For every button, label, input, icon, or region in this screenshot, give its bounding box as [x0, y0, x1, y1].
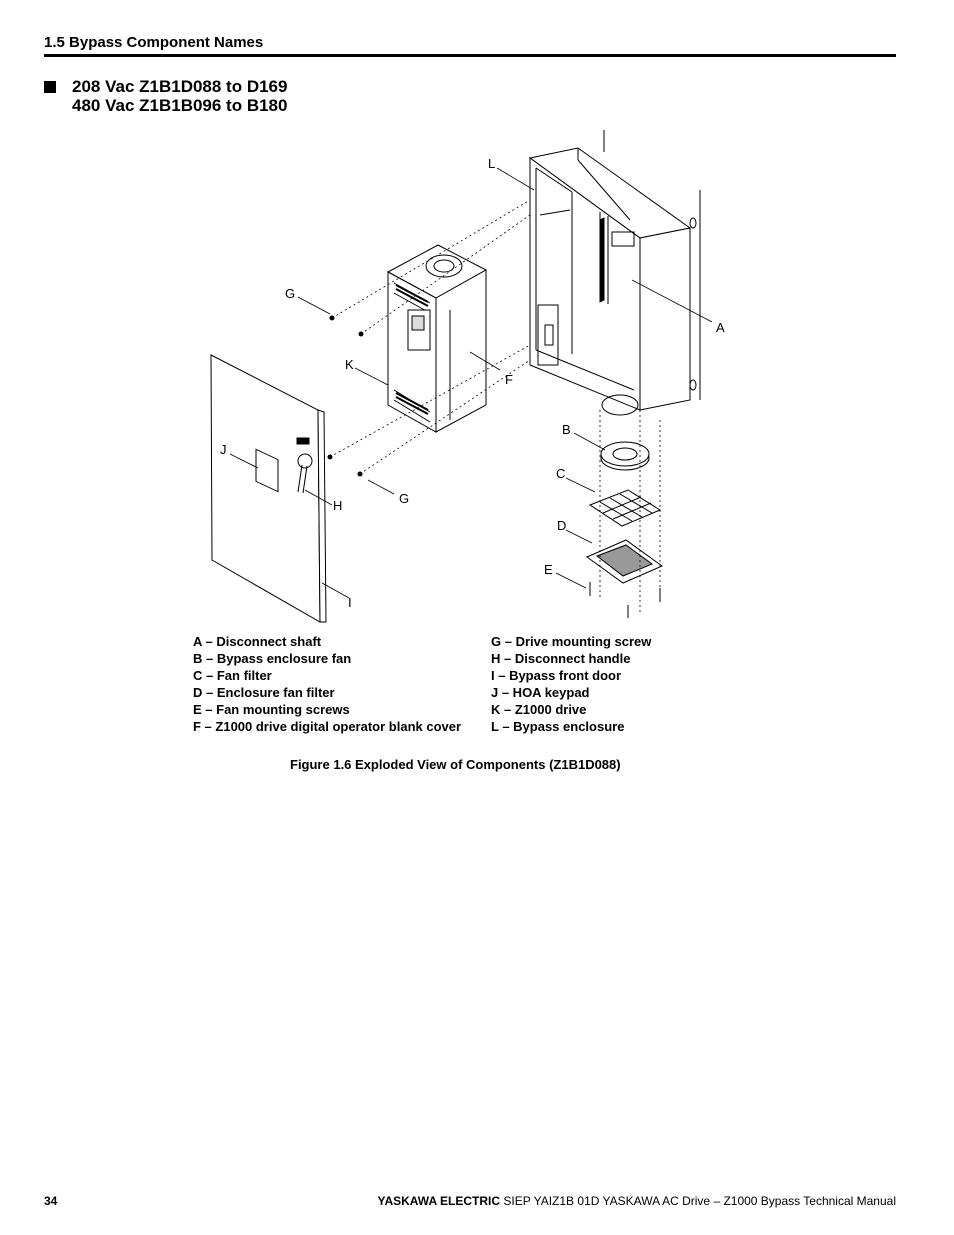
footer-manual-title: [378, 1194, 896, 1208]
legend-item-e: E – Fan mounting screws: [193, 702, 350, 717]
callout-l: L: [488, 156, 496, 171]
enclosure-fan-filter-drawing: [587, 540, 662, 583]
figure-heading: [44, 77, 287, 115]
legend-right-column: [491, 633, 791, 735]
legend-item-l: L – Bypass enclosure: [491, 719, 625, 734]
callout-j: J: [220, 442, 227, 457]
exploded-view-diagram: [190, 120, 730, 625]
legend-item-f: F – Z1000 drive digital operator blank cover: [193, 719, 462, 734]
legend-left-column: [193, 633, 483, 735]
fan-filter-drawing: [590, 490, 660, 526]
section-title: 1.5 Bypass Component Names: [44, 34, 264, 51]
callout-g-bottom: G: [399, 491, 410, 506]
bypass-enclosure-drawing: [530, 130, 700, 415]
legend-item-k: K – Z1000 drive: [491, 702, 587, 717]
callout-d: D: [557, 518, 567, 533]
z1000-drive-drawing: [388, 245, 486, 432]
square-bullet-icon: [44, 81, 56, 93]
heading-line-208vac: 208 Vac Z1B1D088 to D169: [72, 77, 288, 96]
legend-item-i: I – Bypass front door: [491, 668, 622, 683]
legend-item-h: H – Disconnect handle: [491, 651, 631, 666]
legend-item-c: C – Fan filter: [193, 668, 272, 683]
callout-h: H: [333, 498, 343, 513]
heading-line-480vac: 480 Vac Z1B1B096 to B180: [72, 96, 288, 115]
footer-brand: YASKAWA ELECTRIC: [377, 1194, 501, 1208]
figure-caption: Figure 1.6 Exploded View of Components (Z1B1D088): [290, 757, 621, 772]
callout-e: E: [544, 562, 553, 577]
bypass-enclosure-fan-drawing: [601, 442, 649, 470]
callout-f: F: [505, 372, 513, 387]
footer-manual-name: SIEP YAIZ1B 01D YASKAWA AC Drive – Z1000 Bypass Technical Manual: [500, 1194, 896, 1208]
bypass-front-door-drawing: [211, 355, 326, 622]
legend-item-g: G – Drive mounting screw: [491, 634, 652, 649]
callout-i: I: [348, 595, 352, 610]
legend-item-a: A – Disconnect shaft: [193, 634, 322, 649]
callout-b: B: [562, 422, 571, 437]
legend-item-b: B – Bypass enclosure fan: [193, 651, 352, 666]
callout-c: C: [556, 466, 566, 481]
legend-item-d: D – Enclosure fan filter: [193, 685, 335, 700]
page-number: 34: [44, 1194, 58, 1208]
callout-k: K: [345, 357, 354, 372]
section-header: [44, 34, 896, 57]
callout-g-top: G: [285, 286, 296, 301]
callout-a: A: [716, 320, 725, 335]
legend-item-j: J – HOA keypad: [491, 685, 590, 700]
